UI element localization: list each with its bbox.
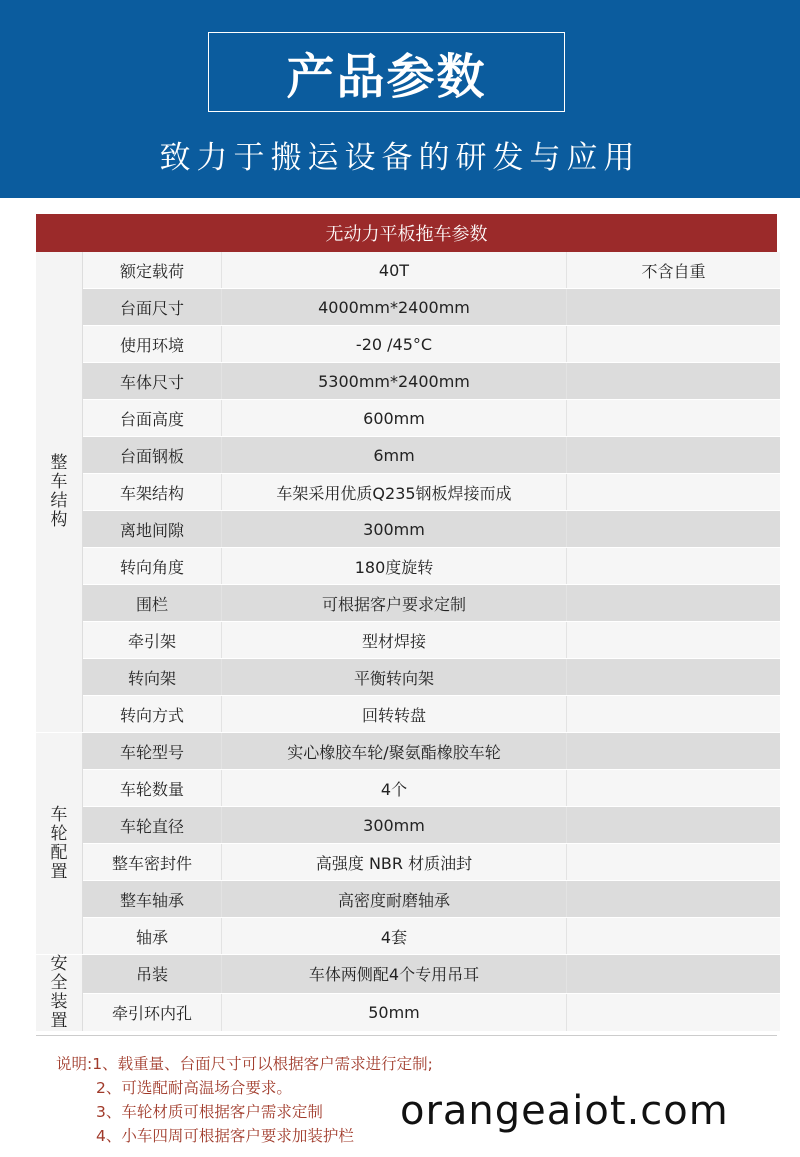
value-cell: 40T — [222, 252, 567, 289]
name-cell: 牵引环内孔 — [83, 993, 222, 1032]
name-cell: 额定载荷 — [83, 252, 222, 289]
note-cell — [567, 993, 781, 1032]
value-cell: 车体两侧配4个专用吊耳 — [222, 955, 567, 994]
name-cell: 整车轴承 — [83, 881, 222, 918]
spec-table — [36, 252, 780, 1032]
name-cell: 整车密封件 — [83, 844, 222, 881]
category-cell — [36, 955, 83, 1032]
note-cell — [567, 437, 781, 474]
value-cell: 4个 — [222, 770, 567, 807]
value-cell: -20 /45°C — [222, 326, 567, 363]
note-cell — [567, 807, 781, 844]
note-line-1: 说明:1、载重量、台面尺寸可以根据客户需求进行定制; — [56, 1055, 433, 1073]
note-cell — [567, 363, 781, 400]
value-cell: 车架采用优质Q235钢板焊接而成 — [222, 474, 567, 511]
note-cell — [567, 770, 781, 807]
note-cell: 不含自重 — [567, 252, 781, 289]
name-cell: 离地间隙 — [83, 511, 222, 548]
note-cell — [567, 511, 781, 548]
table-row — [36, 696, 780, 733]
note-cell — [567, 326, 781, 363]
table-row — [36, 955, 780, 994]
name-cell: 牵引架 — [83, 622, 222, 659]
note-cell — [567, 289, 781, 326]
name-cell: 吊装 — [83, 955, 222, 994]
value-cell: 实心橡胶车轮/聚氨酯橡胶车轮 — [222, 733, 567, 770]
name-cell: 转向角度 — [83, 548, 222, 585]
value-cell: 5300mm*2400mm — [222, 363, 567, 400]
table-row — [36, 400, 780, 437]
table-row — [36, 844, 780, 881]
value-cell: 高密度耐磨轴承 — [222, 881, 567, 918]
note-cell — [567, 585, 781, 622]
header-banner — [0, 0, 800, 198]
table-bottom-divider — [36, 1035, 777, 1036]
table-row — [36, 993, 780, 1032]
table-row — [36, 326, 780, 363]
note-cell — [567, 622, 781, 659]
value-cell: 600mm — [222, 400, 567, 437]
note-cell — [567, 844, 781, 881]
watermark-text: orangeaiot.com — [400, 1088, 729, 1134]
category-label: 车轮配置 — [50, 804, 68, 882]
table-row — [36, 659, 780, 696]
page-subtitle: 致力于搬运设备的研发与应用 — [159, 140, 641, 176]
table-row — [36, 881, 780, 918]
name-cell: 转向方式 — [83, 696, 222, 733]
table-row — [36, 474, 780, 511]
note-line-4: 4、小车四周可根据客户要求加装护栏 — [96, 1127, 354, 1145]
table-row — [36, 733, 780, 770]
value-cell: 4套 — [222, 918, 567, 955]
value-cell: 回转转盘 — [222, 696, 567, 733]
note-cell — [567, 659, 781, 696]
note-cell — [567, 918, 781, 955]
table-row — [36, 918, 780, 955]
table-row — [36, 622, 780, 659]
note-cell — [567, 474, 781, 511]
note-line-2: 2、可选配耐高温场合要求。 — [96, 1079, 292, 1097]
category-label: 整车结构 — [50, 453, 68, 530]
value-cell: 高强度 NBR 材质油封 — [222, 844, 567, 881]
table-row — [36, 548, 780, 585]
category-cell — [36, 252, 83, 733]
spec-table-container — [36, 214, 777, 1032]
note-cell — [567, 881, 781, 918]
name-cell: 车轮直径 — [83, 807, 222, 844]
value-cell: 50mm — [222, 993, 567, 1032]
note-cell — [567, 548, 781, 585]
note-cell — [567, 955, 781, 994]
note-cell — [567, 696, 781, 733]
value-cell: 300mm — [222, 807, 567, 844]
name-cell: 车架结构 — [83, 474, 222, 511]
table-row — [36, 511, 780, 548]
table-row — [36, 770, 780, 807]
table-row — [36, 807, 780, 844]
value-cell: 可根据客户要求定制 — [222, 585, 567, 622]
name-cell: 轴承 — [83, 918, 222, 955]
value-cell: 平衡转向架 — [222, 659, 567, 696]
table-row — [36, 289, 780, 326]
name-cell: 使用环境 — [83, 326, 222, 363]
table-row — [36, 437, 780, 474]
name-cell: 围栏 — [83, 585, 222, 622]
value-cell: 6mm — [222, 437, 567, 474]
table-title: 无动力平板拖车参数 — [36, 214, 777, 252]
table-row — [36, 585, 780, 622]
name-cell: 车轮型号 — [83, 733, 222, 770]
name-cell: 台面钢板 — [83, 437, 222, 474]
note-cell — [567, 400, 781, 437]
note-cell — [567, 733, 781, 770]
value-cell: 180度旋转 — [222, 548, 567, 585]
value-cell: 4000mm*2400mm — [222, 289, 567, 326]
name-cell: 台面尺寸 — [83, 289, 222, 326]
table-row — [36, 252, 780, 289]
page-title: 产品参数 — [208, 32, 565, 112]
name-cell: 车轮数量 — [83, 770, 222, 807]
name-cell: 转向架 — [83, 659, 222, 696]
value-cell: 300mm — [222, 511, 567, 548]
value-cell: 型材焊接 — [222, 622, 567, 659]
category-label: 安全装置 — [50, 954, 68, 1031]
table-row — [36, 363, 780, 400]
note-line-3: 3、车轮材质可根据客户需求定制 — [96, 1103, 323, 1121]
category-cell — [36, 733, 83, 955]
name-cell: 车体尺寸 — [83, 363, 222, 400]
notes-section — [56, 1052, 433, 1148]
name-cell: 台面高度 — [83, 400, 222, 437]
